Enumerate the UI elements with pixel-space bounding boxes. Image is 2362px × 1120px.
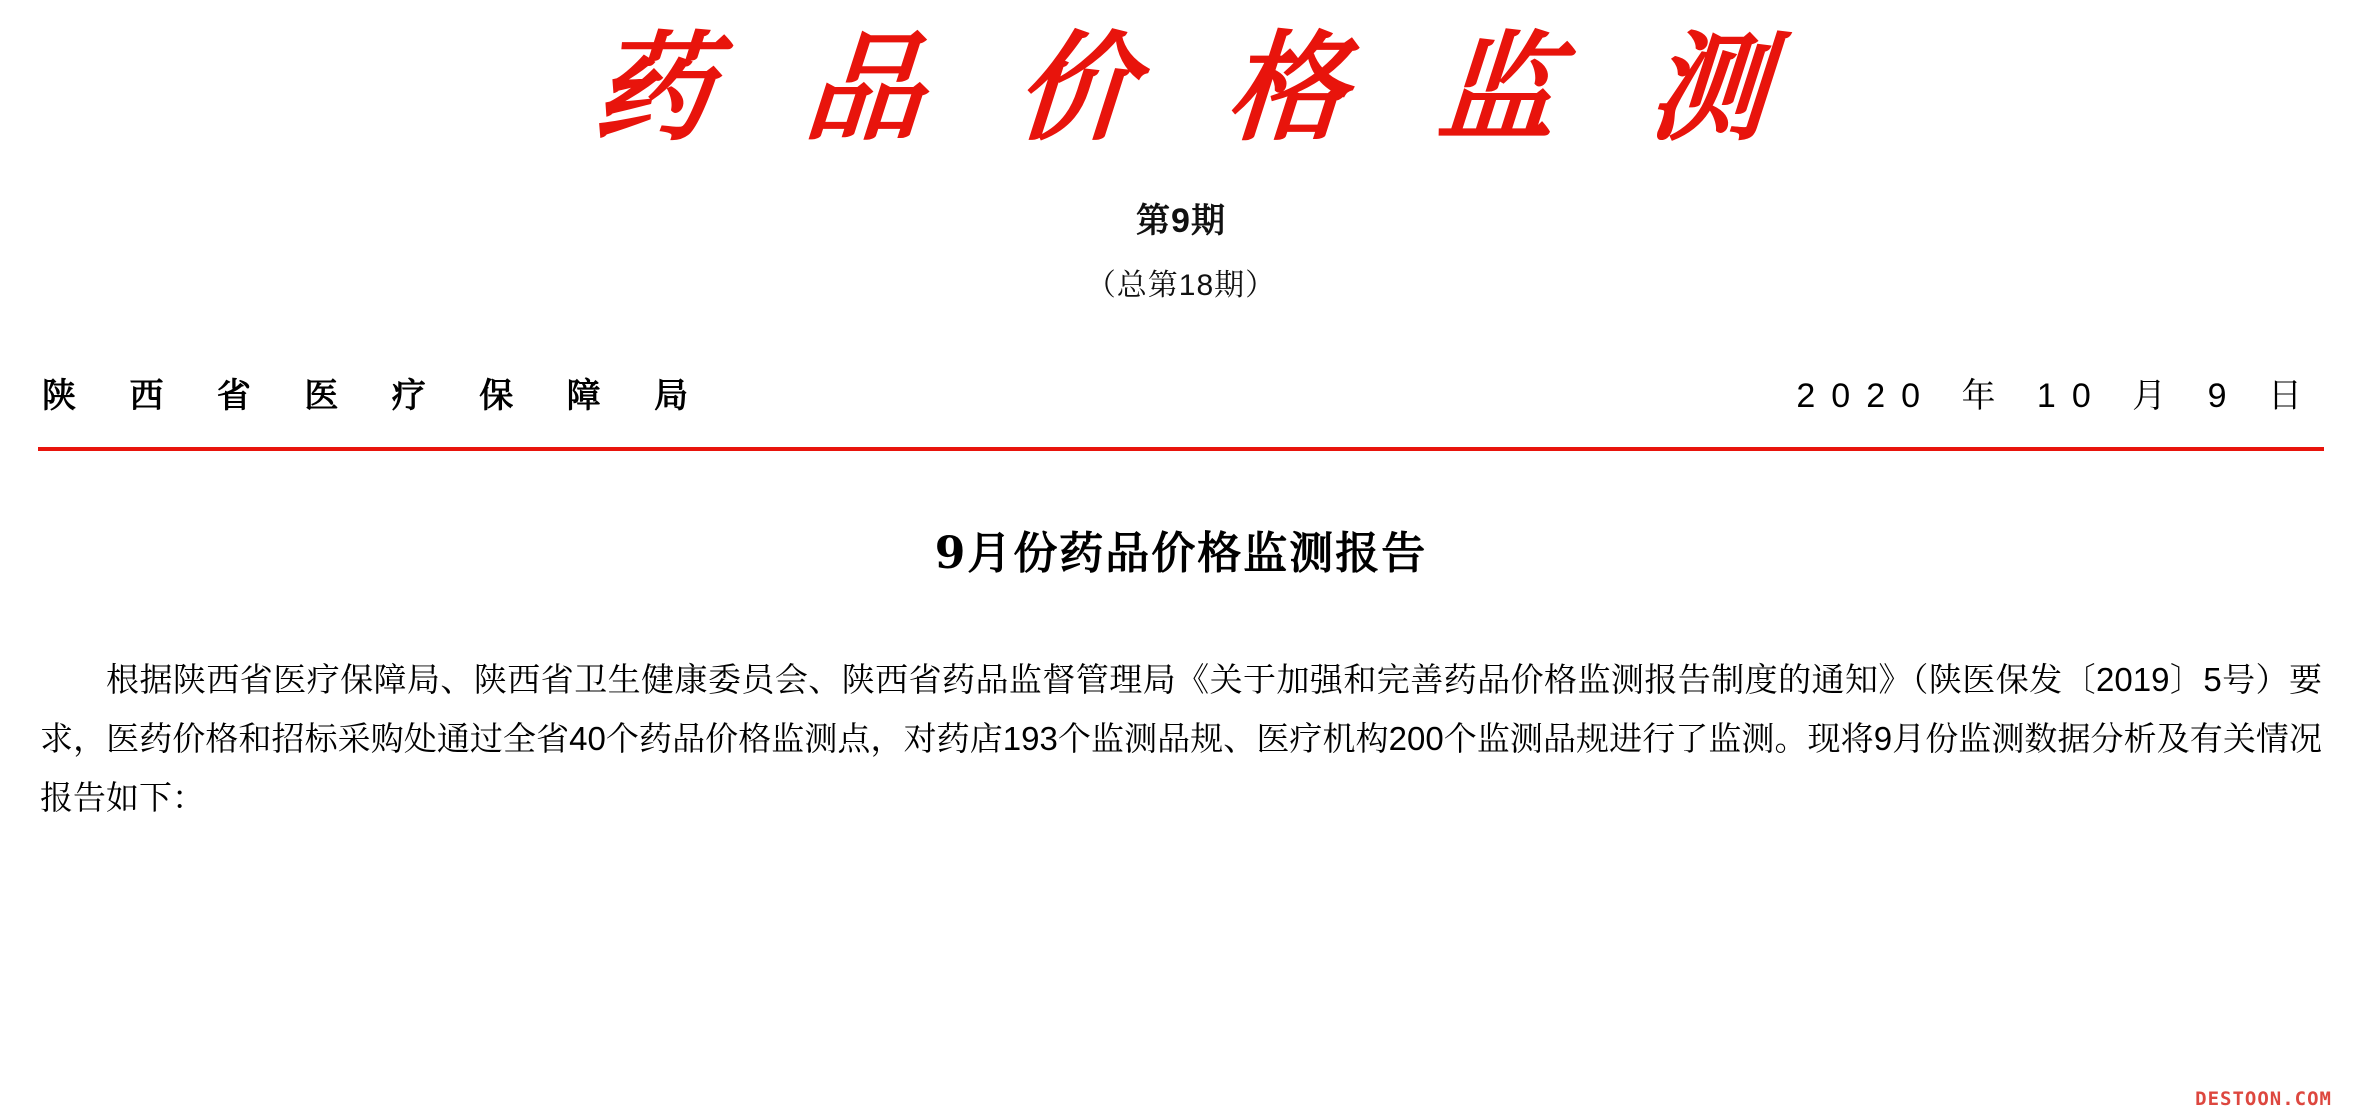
publication-title: 药 品 价 格 监 测 (589, 18, 1799, 157)
site-watermark: DESTOON.COM (2195, 1088, 2332, 1110)
article-body (38, 651, 2324, 827)
issue-total-number: （总第18期） (1085, 269, 1277, 303)
publisher-row (38, 368, 2324, 417)
article-paragraph: 根据陕西省医疗保障局、陕西省卫生健康委员会、陕西省药品监督管理局《关于加强和完善药品价格监测报告制度的通知》（陕医保发〔2019〕5号）要求，医药价格和招标采购处通过全省40个药品价格监测点，对药店193个监测品规、医疗机构200个监测品规进行了监测。现将9月份监测数据分析及有关情况报告如下： (40, 661, 2322, 816)
header-divider (38, 447, 2324, 451)
publisher-name: 陕 西 省 医 疗 保 障 局 (42, 377, 711, 416)
article-title: 9月份药品价格监测报告 (934, 528, 1428, 580)
publication-date: 2020 年 10 月 9 日 (1796, 377, 2318, 416)
issue-number: 第9期 (1136, 202, 1226, 241)
masthead (38, 0, 2324, 157)
